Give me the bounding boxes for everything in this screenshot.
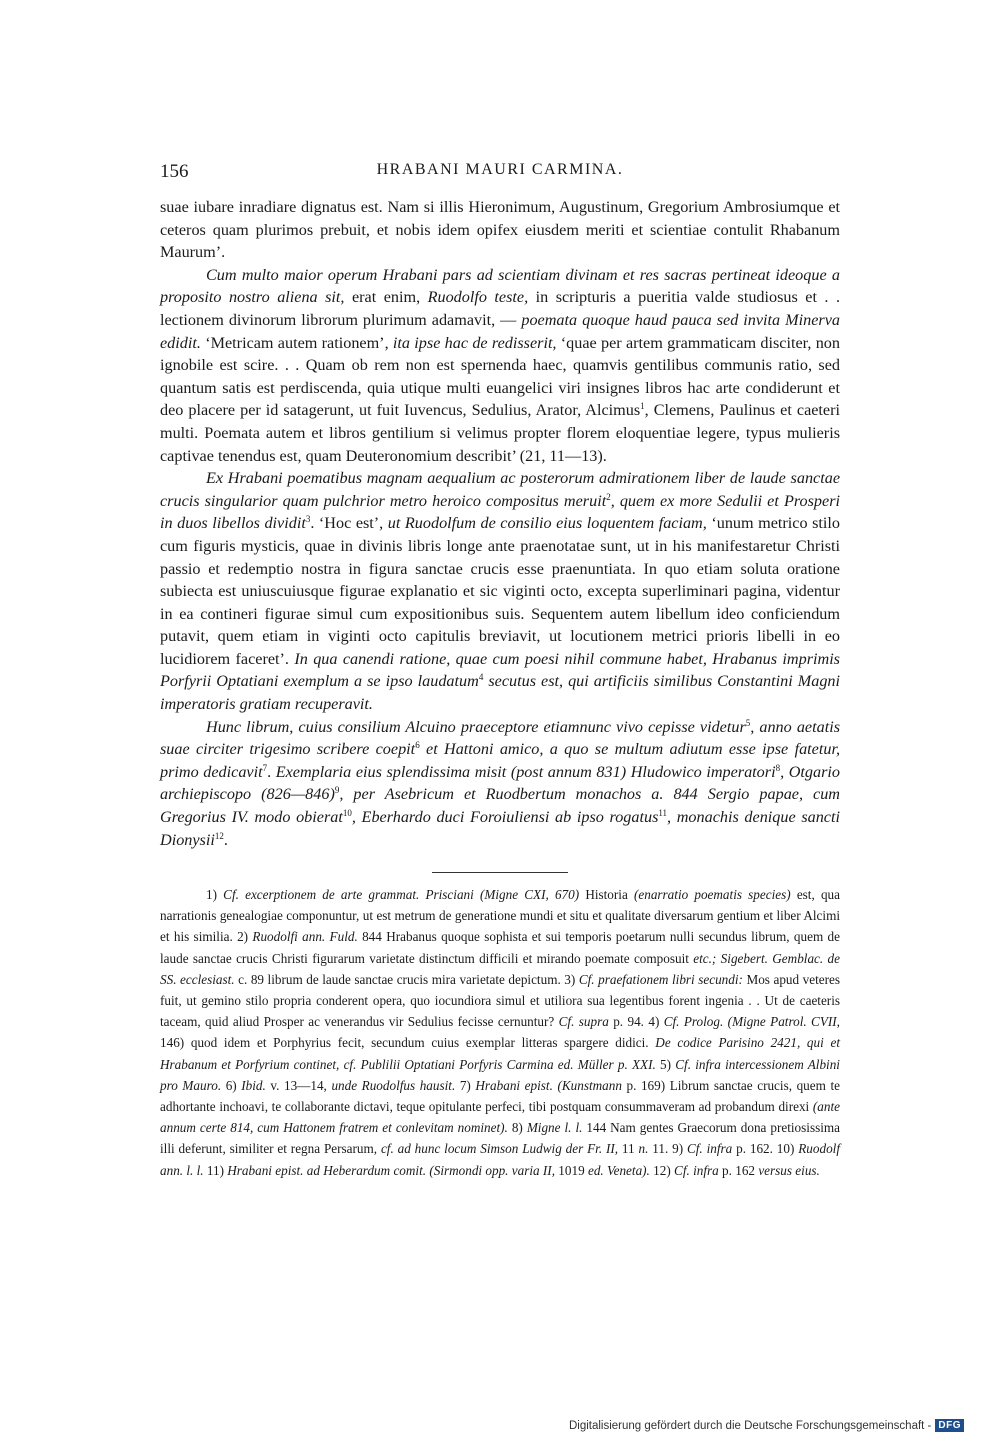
italic-run: , Eberhardo duci Foroiuliensi ab ipso rogatus	[351, 808, 659, 827]
italic-run: Ruodolfi ann. Fuld.	[252, 929, 358, 945]
footnote-ref: 12	[214, 830, 224, 841]
text-run: 11)	[203, 1162, 228, 1178]
paragraph	[160, 467, 840, 716]
footnote-ref: 9	[334, 785, 340, 796]
text-run: 11	[618, 1141, 639, 1157]
text-run: ‘quae per artem grammaticam disciter, non ignobile est scire. . . Quam ob rem non est spernenda haec, quamvis gentilibus communis ratio, sed quantum satis est perdiscenda, quia utique multi euangelici viri insignes libros hac arte condiderunt et deo placere per id satagerunt, ut fuit Iuvencus, Sedulius, Arator, Alcimus	[160, 333, 840, 420]
italic-run: Cf. Prolog. (Migne Patrol. CVII,	[663, 1014, 840, 1030]
italic-run: , Otgario archiepiscopo (826—846)	[160, 762, 840, 804]
text-run: 844 Hrabanus quoque sophista et sui temporis poetarum nulli secundus librum, quem de laude sanctae crucis Christi figurarum varietate distinctum difficili et mirando poemate composuit	[160, 929, 840, 966]
footnotes	[160, 884, 840, 1181]
footnote-ref: 11	[658, 808, 668, 819]
text-run: p. 162. 10)	[732, 1141, 799, 1157]
text-run: .	[223, 830, 228, 849]
paragraph	[160, 264, 840, 467]
text-run: 1)	[206, 887, 224, 902]
text-run: v. 13—14,	[265, 1077, 332, 1093]
footnote-ref: 2	[606, 491, 611, 502]
text-run: .	[267, 762, 276, 781]
footnote-ref: 4	[478, 672, 484, 683]
text-run: 6)	[221, 1077, 242, 1093]
italic-run: Cum multo maior operum Hrabani pars ad scientiam divinam et res sacras pertineat ideoque a proposito nostro aliena sit,	[160, 265, 840, 307]
italic-run: n.	[638, 1141, 649, 1157]
italic-run: Ruodolf ann. l. l.	[160, 1141, 841, 1178]
text-run: 144 Nam gentes Graecorum dona pretiosissima illi deferunt, similiter et regna Persarum,	[160, 1120, 840, 1157]
italic-run: cf. ad hunc locum Simson Ludwig der Fr. II,	[380, 1141, 619, 1157]
running-title: HRABANI MAURI CARMINA.	[376, 161, 624, 178]
italic-run: , monachis denique sancti Dionysii	[160, 808, 840, 849]
text-run: 1019	[555, 1162, 588, 1178]
text-run: p. 94. 4)	[608, 1014, 664, 1030]
footnote-ref: 8	[775, 762, 781, 773]
footnote-ref: 6	[415, 740, 420, 751]
text-run: est, qua narrationis genealogiae componuntur, ut est metrum de generatione mundi et situ et qualitate diversarum gentium et liber Alcimi et his similia. 2)	[160, 887, 840, 945]
italic-run: poemata quoque haud pauca sed invita Minerva edidit.	[160, 310, 840, 352]
italic-run: (enarratio poematis species)	[633, 887, 791, 902]
italic-run: secutus est, qui artificiis similibus Constantini Magni imperatoris gratiam recuperavit.	[160, 672, 841, 714]
italic-run: Exemplaria eius splendissima misit (post annum 831) Hludowico imperatori	[275, 762, 776, 781]
footnote-ref: 10	[342, 808, 352, 819]
italic-run: Hrabani epist. (Kunstmann	[475, 1077, 622, 1093]
text-run: suae iubare inradiare dignatus est. Nam si illis Hieronimum, Augustinum, Gregorium Ambrosiumque et ceteros quam plurimos prebuit, et nobis idem opifex eiusdem meriti et scientiae contulit Rhabanum Maurum’.	[160, 198, 840, 262]
paragraph	[160, 716, 840, 852]
funding-credit-text: Digitalisierung gefördert durch die Deutsche Forschungsgemeinschaft -	[568, 1419, 932, 1432]
page-number: 156	[160, 161, 189, 182]
italic-run: ita ipse hac de redisserit,	[392, 333, 557, 352]
italic-run: Ex Hrabani poematibus magnam aequalium ac posterorum admirationem liber de laude sanctae crucis singularior quam pulchrior metro heroico compositus meruit	[160, 469, 840, 510]
paragraph	[160, 196, 840, 264]
text-run: p. 169) Librum sanctae crucis, quem te adhortante inchoavi, te collaborante dictavi, teque opitulante perfeci, tibi postquam consummaveram ad probandum direxi	[160, 1077, 840, 1115]
text-run: 5)	[655, 1056, 676, 1072]
italic-run: Cf. excerptionem de arte grammat. Prisciani (Migne CXI, 670)	[223, 887, 580, 902]
text-run: 146) quod idem et Porphyrius fecit, secundum cuius exemplar litteras spargere didici.	[160, 1035, 656, 1051]
italic-run: Cf. infra	[674, 1162, 719, 1178]
main-text	[160, 196, 840, 851]
dfg-logo-icon: DFG	[935, 1419, 964, 1432]
italic-run: ut Ruodolfum de consilio eius loquentem faciam,	[387, 514, 707, 533]
italic-run: In qua canendi ratione, quae cum poesi nihil commune habet, Hrabanus imprimis Porfyrii Optatiani exemplum a se ipso laudatum	[160, 649, 840, 691]
text-run: 11. 9)	[648, 1141, 687, 1157]
footnote-divider	[432, 872, 568, 873]
italic-run: Hunc librum, cuius consilium Alcuino praeceptore etiamnunc vivo cepisse videtur	[206, 717, 746, 736]
text-run: 7)	[455, 1077, 476, 1093]
italic-run: , per Asebricum et Ruodbertum monachos a. 844 Sergio papae, cum Gregorius IV. modo obierat	[160, 785, 840, 827]
italic-run: De codice Parisino 2421, qui et Hrabanum et Porfyrium continet, cf. Publilii Optatiani Porfyris Carmina ed. Müller p. XXI.	[160, 1035, 840, 1072]
text-run: 12)	[649, 1162, 675, 1178]
italic-run: Ibid.	[241, 1077, 266, 1093]
text-run: Mos apud veteres fuit, ut gemino stilo propria conderent opera, quo iocundiora simul et utiliora sua legentibus forent ingenia . . Ut de caeteris taceam, quid aliud Prosper ac venerandus vir Sedulius fecisse cernuntur?	[160, 971, 840, 1030]
italic-run: Hrabani epist. ad Heberardum comit. (Sirmondi opp. varia II,	[227, 1162, 555, 1178]
italic-run: (ante annum certe 814, cum Hattonem fratrem et conlevitam nominet).	[160, 1099, 840, 1136]
italic-run: Cf. infra intercessionem Albini pro Mauro.	[160, 1056, 840, 1093]
funding-credit	[569, 1419, 964, 1432]
italic-run: Ruodolfo teste,	[427, 288, 529, 307]
text-run: erat enim,	[344, 288, 428, 307]
italic-run: Cf. infra	[686, 1141, 733, 1157]
text-run: c. 89 librum de laude sanctae crucis mira varietate depictum. 3)	[234, 971, 579, 987]
page-header	[160, 161, 840, 187]
italic-run: ed. Veneta).	[587, 1162, 650, 1178]
text-run: p. 162	[718, 1162, 759, 1178]
text-run: ‘Metricam autem rationem’,	[200, 333, 393, 352]
footnote-block	[160, 884, 840, 1181]
italic-run: et Hattoni amico, a quo se multum adiutum esse ipse fatetur, primo dedicavit	[160, 740, 840, 781]
italic-run: versus eius.	[758, 1162, 820, 1178]
italic-run: unde Ruodolfus hausit.	[331, 1077, 456, 1093]
italic-run: Cf. praefationem libri secundi:	[578, 971, 743, 987]
text-run: ‘unum metrico stilo cum figuris mysticis, quae in divinis libris longe ante praenotatae sunt, ut in his manifestaretur Christi passio et redemptio nostra in figura sanctae crucis esse praenuntiata. In quo etiam soluta oratione subiecta est uniuscuiusque figurae explanatio et sic viginti octo, excepta superliminari pagina, videntur in ea contineri figurae simul cum expositionibus suis. Sequentem autem libellum ideo conficiendum putavit, quem etiam in viginti octo capitulis breviavit, ut locutionem metrici prioris libelli in eo lucidiorem faceret’.	[160, 514, 841, 668]
text-run: . ‘Hoc est’,	[310, 514, 388, 533]
italic-run: Cf. supra	[558, 1014, 609, 1030]
text-run: Historia	[579, 887, 634, 902]
italic-run: , quem ex more Sedulii et Prosperi in duos libellos dividit	[160, 491, 840, 533]
footnote-ref: 1	[640, 401, 645, 412]
italic-run: Migne l. l.	[526, 1120, 583, 1136]
text-run: , Clemens, Paulinus et caeteri multi. Poemata autem et libros gentilium si velimus propter florem eloquentiae legere, typus mulieris captivae tenendus est, quam Deuteronomium describit’ (21, 11—13).	[160, 401, 841, 465]
italic-run: etc.; Sigebert. Gemblac. de SS. ecclesiast.	[160, 950, 840, 987]
text-run: 8)	[507, 1120, 527, 1136]
footnote-ref: 7	[262, 762, 268, 773]
italic-run: , anno aetatis suae circiter trigesimo scribere coepit	[160, 717, 840, 759]
footnote-ref: 5	[745, 717, 751, 728]
footnote-ref: 3	[305, 514, 311, 525]
text-run: in scripturis a pueritia valde studiosus et . . lectionem divinorum librorum plurimum adamavit, —	[160, 288, 841, 329]
